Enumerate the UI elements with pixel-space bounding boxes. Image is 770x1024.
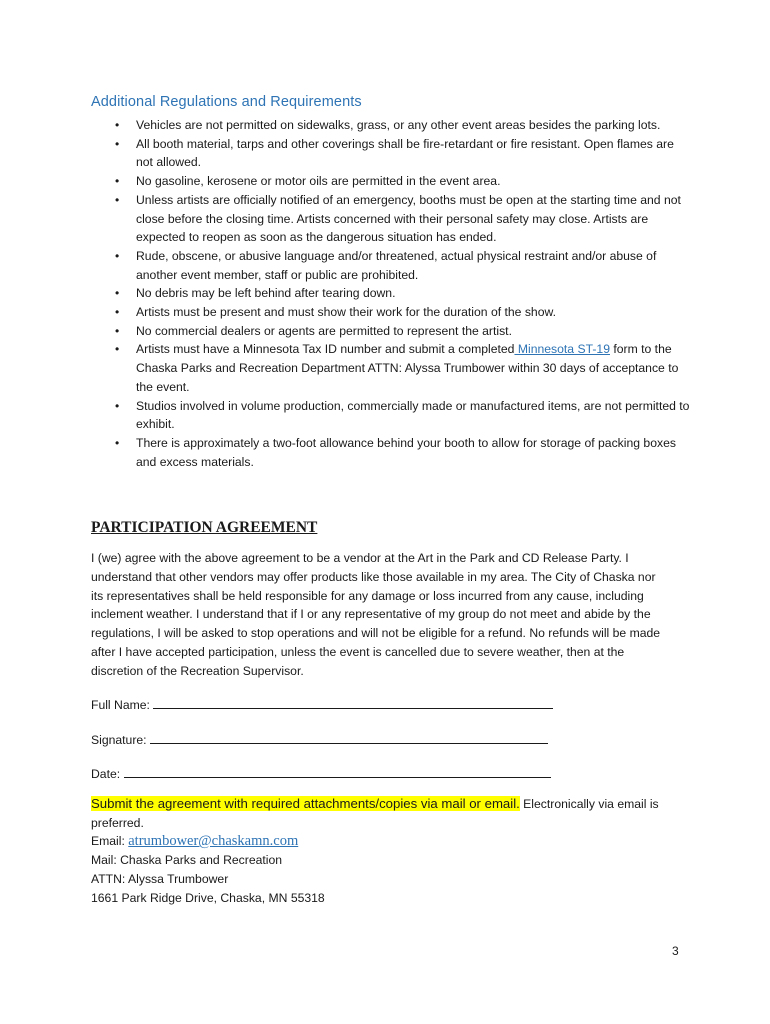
bullet-icon: •: [115, 248, 120, 263]
list-item: • Rude, obscene, or abusive language and/or threatened, actual physical restraint and/or abuse of another event member, staff or public are prohibited.: [115, 248, 657, 282]
list-item: • Artists must be present and must show their work for the duration of the show.: [110, 303, 690, 322]
list-item: • No debris may be left behind after tearing down.: [110, 284, 690, 303]
regulations-list: [110, 116, 690, 471]
signature-blank[interactable]: [150, 733, 548, 744]
email-line: [91, 832, 325, 851]
bullet-icon: •: [115, 305, 120, 320]
full-name-blank[interactable]: [153, 698, 553, 709]
submit-rest: Electronically via email is preferred.: [91, 797, 659, 830]
email-label: Email:: [91, 834, 129, 848]
agreement-paragraph: I (we) agree with the above agreement to be a vendor at the Art in the Park and CD Release Party. I understand that other vendors may offer products like those available in my area. The City of Chaska nor its representatives shall be held responsible for any damage or loss incurred from any cause, including inclement weather. I understand that if I or any representative of my group do not meet and abide by the regulations, I will be asked to stop operations and will not be eligible for a refund. No refunds will be made after I have accepted participation, unless the event is cancelled due to severe weather, then at the discretion of the Recreation Supervisor.: [91, 551, 661, 678]
signature-label: Signature:: [91, 733, 147, 747]
agreement-title: PARTICIPATION AGREEMENT: [91, 519, 318, 536]
list-item: • There is approximately a two-foot allowance behind your booth to allow for storage of packing boxes and excess materials.: [115, 435, 676, 469]
bullet-icon: •: [115, 342, 120, 357]
bullet-icon: •: [115, 174, 120, 189]
attn-line: ATTN: Alyssa Trumbower: [91, 872, 229, 886]
list-item: • No commercial dealers or agents are permitted to represent the artist.: [110, 322, 690, 341]
bullet-icon: •: [115, 118, 120, 132]
list-item: • No gasoline, kerosene or motor oils are permitted in the event area.: [110, 172, 690, 191]
list-item: • Vehicles are not permitted on sidewalks, grass, or any other event areas besides the parking lots.: [110, 116, 690, 135]
bullet-icon: •: [115, 286, 120, 301]
date-blank[interactable]: [124, 767, 551, 778]
date-label: Date:: [91, 767, 121, 781]
bullet-icon: •: [115, 398, 120, 413]
st19-form-link[interactable]: Minnesota ST-19: [514, 342, 610, 357]
list-item: • Studios involved in volume production, commercially made or manufactured items, are not permitted to exhibit.: [115, 398, 690, 432]
email-link[interactable]: atrumbower@chaskamn.com: [128, 833, 299, 849]
bullet-icon: •: [115, 192, 120, 207]
section-title: Additional Regulations and Requirements: [91, 94, 362, 110]
full-name-field[interactable]: [91, 696, 553, 714]
submit-highlight: Submit the agreement with required attachments/copies via mail or email.: [91, 796, 520, 811]
contact-block: [91, 832, 325, 908]
date-field[interactable]: [91, 765, 551, 783]
list-item: • All booth material, tarps and other coverings shall be fire-retardant or fire resistant. Open flames are not allowed.: [115, 136, 674, 170]
mail-line: Mail: Chaska Parks and Recreation: [91, 853, 283, 867]
full-name-label: Full Name:: [91, 698, 150, 712]
page-number: 3: [672, 944, 679, 958]
list-item: • Unless artists are officially notified of an emergency, booths must be open at the starting time and not close before the closing time. Artists concerned with their personal safety may close. Artists are expected to reopen as soon as the dangerous situation has ended.: [115, 192, 681, 245]
submit-instructions: [91, 794, 681, 833]
signature-field[interactable]: [91, 731, 548, 749]
list-item: • Artists must have a Minnesota Tax ID number and submit a completed Minnesota ST-19 form to the Chaska Parks and Recreation Department ATTN: Alyssa Trumbower within 30 days of acceptance to the event.: [115, 342, 679, 394]
bullet-icon: •: [115, 323, 120, 338]
bullet-icon: •: [115, 136, 120, 151]
address-line: 1661 Park Ridge Drive, Chaska, MN 55318: [91, 891, 325, 905]
bullet-icon: •: [115, 435, 120, 450]
